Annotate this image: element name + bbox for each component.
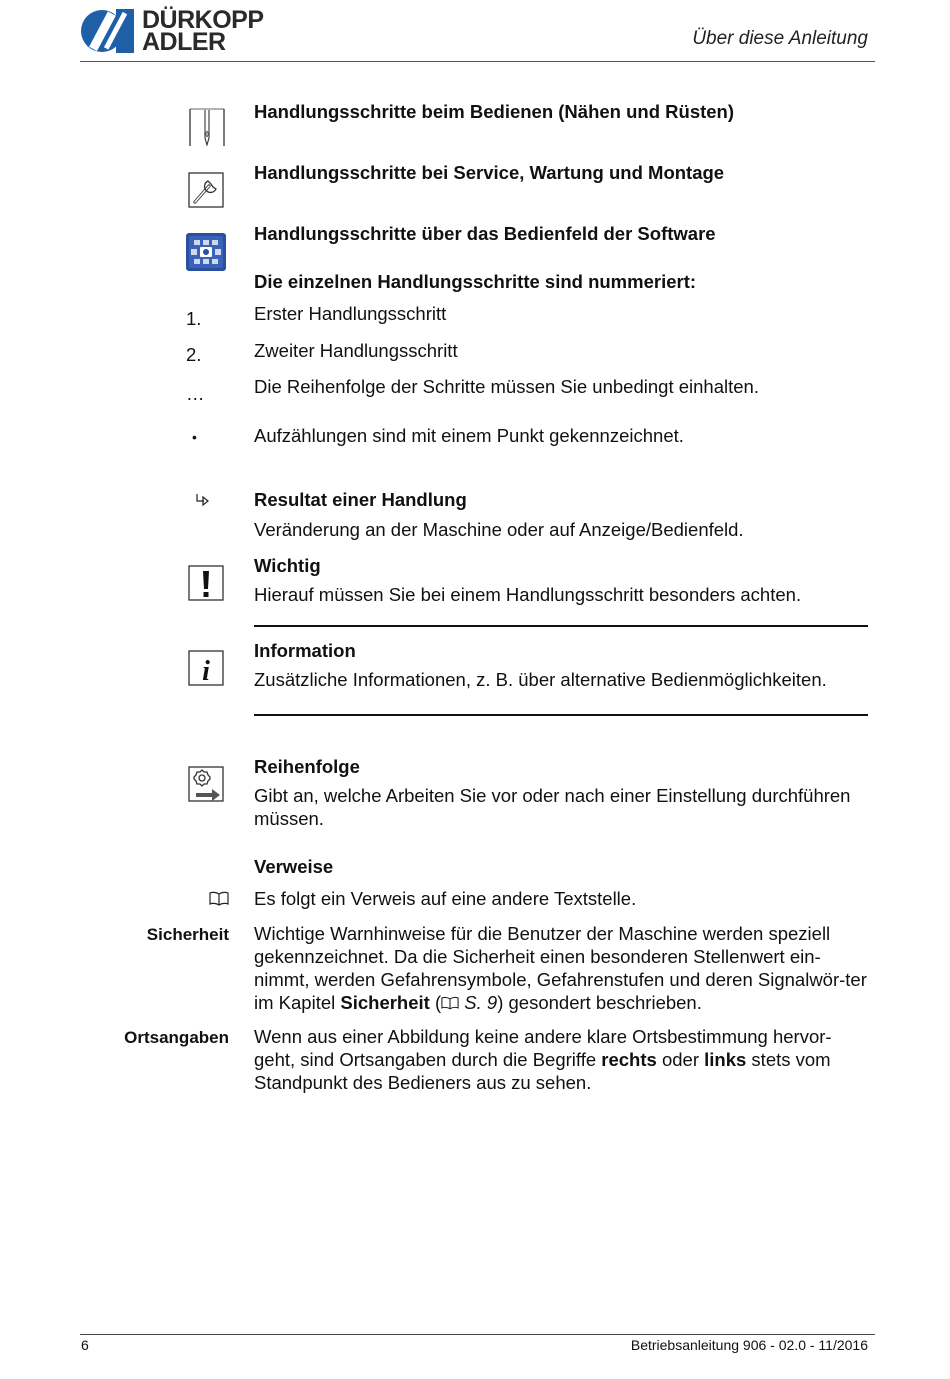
list-item-2: Zweiter Handlungsschritt bbox=[254, 340, 458, 361]
footer-divider bbox=[80, 1334, 875, 1335]
location-text-a: Wenn aus einer Abbildung keine andere klare Ortsbestimmung hervor-geht, sind Ortsangaben durch die Begriffe bbox=[254, 1026, 832, 1070]
numbered-heading: Die einzelnen Handlungsschritte sind nummeriert: bbox=[254, 271, 697, 292]
sewing-needle-icon bbox=[189, 108, 225, 151]
list-number-2: 2. bbox=[186, 344, 202, 365]
section-title: Über diese Anleitung bbox=[692, 28, 868, 49]
step-software: Handlungsschritte über das Bedienfeld der Software bbox=[254, 223, 716, 244]
location-bold-left: links bbox=[704, 1049, 747, 1070]
brand-name-line1: DÜRKOPP bbox=[142, 6, 264, 34]
bullet-point: • bbox=[192, 429, 197, 445]
information-text: Zusätzliche Informationen, z. B. über alternative Bedienmöglichkeiten. bbox=[254, 669, 827, 690]
important-text: Hierauf müssen Sie bei einem Handlungsschritt besonders achten. bbox=[254, 584, 802, 605]
safety-text-bold: Sicherheit bbox=[340, 992, 430, 1013]
info-icon bbox=[188, 650, 224, 691]
location-text-mid: oder bbox=[656, 1049, 705, 1070]
result-arrow-icon bbox=[195, 493, 211, 512]
svg-text:i: i bbox=[202, 656, 210, 686]
information-divider bbox=[254, 714, 868, 716]
safety-text-a: Wichtige Warnhinweise für die Benutzer der Maschine werden speziell gekennzeichnet. Da die Sicherheit einen besonderen Stellenwert ein-nimmt, werden Gefahrensymbole, Gefahrenstufen und deren Signalwör-ter im Kapitel bbox=[254, 923, 867, 1013]
document-id: Betriebsanleitung 906 - 02.0 - 11/2016 bbox=[630, 1337, 868, 1353]
references-title: Verweise bbox=[254, 856, 334, 877]
result-text: Veränderung an der Maschine oder auf Anzeige/Bedienfeld. bbox=[254, 519, 744, 540]
sequence-text: Gibt an, welche Arbeiten Sie vor oder nach einer Einstellung durchführen müssen. bbox=[254, 785, 851, 829]
safety-label: Sicherheit bbox=[146, 925, 229, 944]
location-text bbox=[254, 1025, 868, 1094]
exclamation-icon bbox=[188, 565, 224, 606]
safety-text-b: ) gesondert beschrieben. bbox=[497, 992, 702, 1013]
control-panel-icon bbox=[186, 233, 226, 276]
step-operating: Handlungsschritte beim Bedienen (Nähen und Rüsten) bbox=[254, 101, 735, 122]
important-title: Wichtig bbox=[254, 555, 321, 576]
list-item-1: Erster Handlungsschritt bbox=[254, 303, 447, 324]
references-text: Es folgt ein Verweis auf eine andere Textstelle. bbox=[254, 888, 637, 909]
book-icon bbox=[209, 891, 229, 911]
safety-text-paren: ( bbox=[429, 992, 442, 1013]
sequence-title: Reihenfolge bbox=[254, 756, 360, 777]
step-service: Handlungsschritte bei Service, Wartung und Montage bbox=[254, 162, 725, 183]
brand-logo-icon bbox=[80, 9, 136, 53]
location-bold-right: rechts bbox=[601, 1049, 657, 1070]
safety-page-ref[interactable]: S. 9 bbox=[459, 992, 498, 1013]
location-label: Ortsangaben bbox=[124, 1028, 229, 1047]
gear-arrow-icon bbox=[188, 766, 224, 807]
brand-name-line2: ADLER bbox=[142, 28, 226, 56]
list-item-3: Die Reihenfolge der Schritte müssen Sie unbedingt einhalten. bbox=[254, 376, 759, 397]
list-number-ellipsis: … bbox=[186, 383, 205, 404]
information-title: Information bbox=[254, 640, 356, 661]
important-divider bbox=[254, 625, 868, 627]
location-text-b: stets vom Standpunkt des Bedieners aus zu sehen. bbox=[254, 1049, 831, 1093]
bullet-text: Aufzählungen sind mit einem Punkt gekennzeichnet. bbox=[254, 425, 684, 446]
header-divider bbox=[80, 61, 875, 62]
result-title: Resultat einer Handlung bbox=[254, 489, 467, 510]
brand-logo bbox=[80, 8, 270, 54]
page-number: 6 bbox=[81, 1337, 89, 1353]
list-number-1: 1. bbox=[186, 308, 202, 329]
safety-text bbox=[254, 922, 868, 1014]
book-icon bbox=[441, 996, 459, 1010]
wrench-icon bbox=[188, 172, 224, 213]
